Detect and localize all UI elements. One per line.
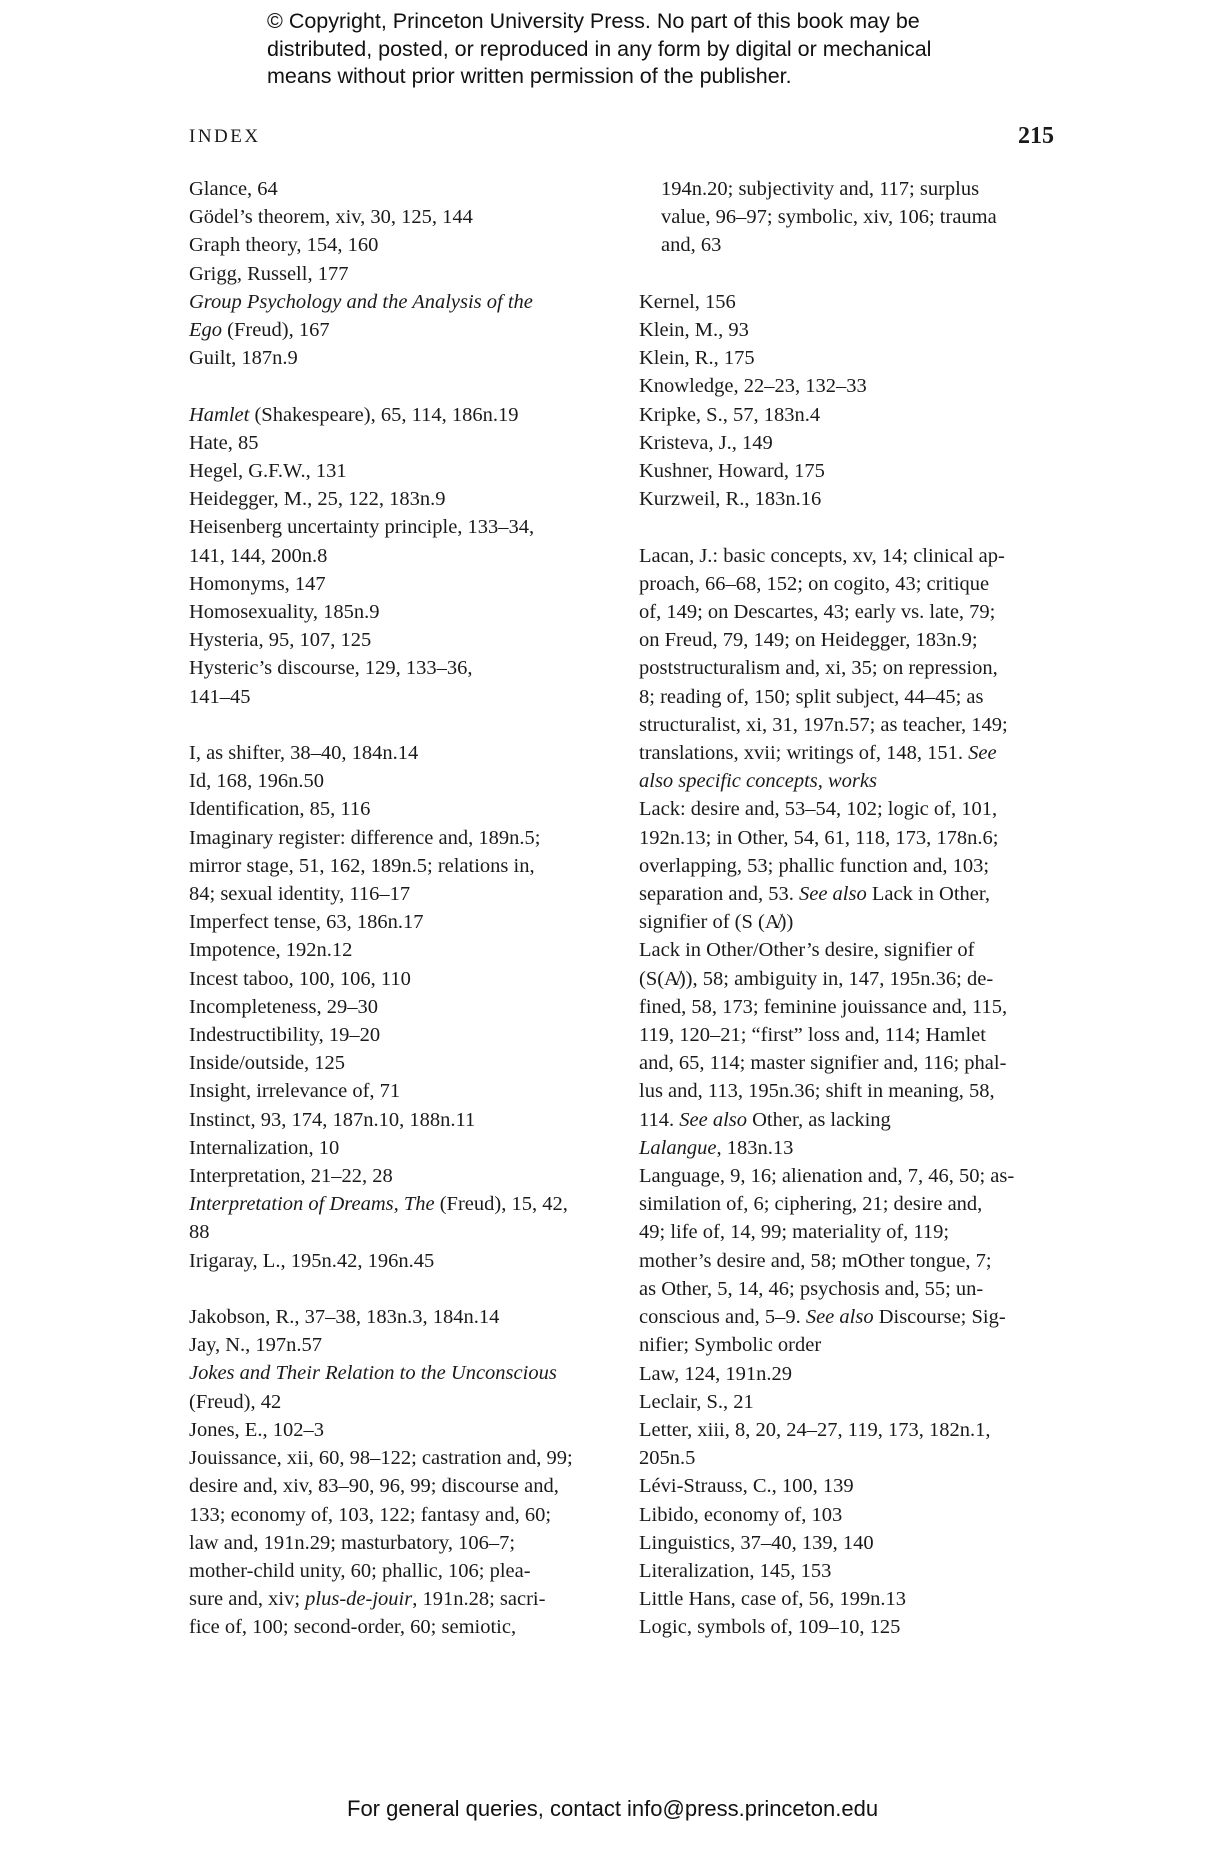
index-entry: [189, 485, 619, 513]
index-entry-line: [639, 401, 1069, 429]
index-entry-line: [639, 1613, 1069, 1641]
index-entry: [639, 457, 1069, 485]
index-entry-line: [639, 429, 1069, 457]
entry-text: Other, as lacking: [747, 1108, 891, 1131]
index-entry: [639, 542, 1069, 796]
index-entry-line: [189, 1416, 619, 1444]
index-entry-line: [639, 1247, 1069, 1275]
index-entry: [639, 1162, 1069, 1359]
index-entry: [639, 795, 1069, 936]
index-entry-line: [639, 344, 1069, 372]
index-entry: [189, 1247, 619, 1275]
entry-text: 192n.13; in Other, 54, 61, 118, 173, 178n.6;: [639, 826, 999, 849]
entry-text: Klein, R., 175: [639, 347, 755, 370]
index-entry: [189, 767, 619, 795]
index-entry-line: [189, 1247, 619, 1275]
entry-text: mother’s desire and, 58; mOther tongue, 7;: [639, 1249, 992, 1272]
entry-text: Kushner, Howard, 175: [639, 460, 825, 483]
index-entry-line: [189, 1049, 619, 1077]
entry-text: 205n.5: [639, 1447, 696, 1470]
index-entry-line: [639, 1360, 1069, 1388]
italic-text: Lalangue: [639, 1136, 717, 1159]
letter-group-gap: [639, 260, 1069, 288]
index-entry-line: [639, 485, 1069, 513]
index-entry: [639, 288, 1069, 316]
index-entry-line: [639, 1275, 1069, 1303]
entry-text: Little Hans, case of, 56, 199n.13: [639, 1588, 907, 1611]
index-entry: [189, 203, 619, 231]
entry-text: nifier; Symbolic order: [639, 1334, 822, 1357]
index-entry-line: [189, 993, 619, 1021]
index-entry-line: [639, 1303, 1069, 1331]
entry-text: Heidegger, M., 25, 122, 183n.9: [189, 488, 446, 511]
index-entry-line: [189, 1303, 619, 1331]
entry-text: Leclair, S., 21: [639, 1390, 754, 1413]
index-entry: [189, 1303, 619, 1331]
entry-text: (Freud), 167: [222, 319, 330, 342]
italic-text: See: [968, 742, 997, 765]
entry-text: value, 96–97; symbolic, xiv, 106; trauma: [661, 206, 997, 229]
index-entry-line: [639, 570, 1069, 598]
entry-text: Logic, symbols of, 109–10, 125: [639, 1616, 901, 1639]
entry-text: fice of, 100; second-order, 60; semiotic,: [189, 1616, 517, 1639]
entry-text: Homonyms, 147: [189, 572, 326, 595]
entry-text: and, 65, 114; master signifier and, 116; phal-: [639, 1052, 1007, 1075]
index-entry-line: [189, 683, 619, 711]
index-entry-line: [189, 1331, 619, 1359]
index-entry-line: [189, 1388, 619, 1416]
entry-text: signifier of (S (A̸)): [639, 911, 794, 934]
entry-text: mother-child unity, 60; phallic, 106; plea-: [189, 1559, 531, 1582]
index-entry-line: [639, 372, 1069, 400]
index-entry-line: [189, 965, 619, 993]
entry-text: I, as shifter, 38–40, 184n.14: [189, 742, 419, 765]
entry-text: similation of, 6; ciphering, 21; desire and,: [639, 1193, 983, 1216]
index-entry: [639, 1360, 1069, 1388]
index-entry-line: [639, 1416, 1069, 1444]
italic-text: See also: [805, 1306, 874, 1329]
index-entry: [189, 795, 619, 823]
index-entry: [639, 1388, 1069, 1416]
entry-text: Identification, 85, 116: [189, 798, 371, 821]
index-entry-line: [639, 1218, 1069, 1246]
entry-text: 141–45: [189, 685, 251, 708]
copyright-notice: [267, 8, 1027, 91]
index-entry-line: [189, 880, 619, 908]
entry-text: Kristeva, J., 149: [639, 431, 773, 454]
entry-text: Id, 168, 196n.50: [189, 770, 324, 793]
entry-text: poststructuralism and, xi, 35; on repression,: [639, 657, 998, 680]
index-entry-line: [639, 1190, 1069, 1218]
index-entry: [189, 570, 619, 598]
entry-text: Hysteric’s discourse, 129, 133–36,: [189, 657, 473, 680]
italic-text: Jokes and Their Relation to the Unconscious: [189, 1362, 557, 1385]
index-entry: [189, 175, 619, 203]
index-entry-line: [189, 654, 619, 682]
entry-text: lus and, 113, 195n.36; shift in meaning, 58,: [639, 1080, 995, 1103]
index-entry-line: [639, 1331, 1069, 1359]
entry-text: Letter, xiii, 8, 20, 24–27, 119, 173, 182n.1,: [639, 1418, 991, 1441]
index-entry: [189, 824, 619, 909]
index-entry: [189, 457, 619, 485]
entry-text: 84; sexual identity, 116–17: [189, 883, 411, 906]
index-entry: [189, 626, 619, 654]
index-entry: [639, 1557, 1069, 1585]
index-entry: [639, 1529, 1069, 1557]
entry-text: overlapping, 53; phallic function and, 103;: [639, 854, 990, 877]
index-entry-line: [661, 175, 1069, 203]
index-entry-line: [189, 852, 619, 880]
index-entry: [189, 513, 619, 569]
index-entry: [189, 1359, 619, 1415]
entry-text: proach, 66–68, 152; on cogito, 43; critique: [639, 572, 990, 595]
index-entry-line: [189, 288, 619, 316]
index-entry: [639, 936, 1069, 1133]
index-entry: [189, 936, 619, 964]
entry-text: 133; economy of, 103, 122; fantasy and, 60;: [189, 1503, 552, 1526]
index-entry-line: [639, 316, 1069, 344]
entry-text: of, 149; on Descartes, 43; early vs. late, 79;: [639, 601, 996, 624]
italic-text: See also: [679, 1108, 747, 1131]
index-entry-line: [661, 231, 1069, 259]
index-entry-line: [189, 1021, 619, 1049]
entry-text: , 191n.28; sacri-: [412, 1588, 546, 1611]
entry-text: Kernel, 156: [639, 290, 736, 313]
index-entry: [189, 1106, 619, 1134]
italic-text: See also: [798, 883, 867, 906]
entry-text: 114.: [639, 1108, 680, 1131]
entry-text: Instinct, 93, 174, 187n.10, 188n.11: [189, 1108, 476, 1131]
index-entry: [639, 1416, 1069, 1472]
entry-text: Libido, economy of, 103: [639, 1503, 843, 1526]
entry-text: Kripke, S., 57, 183n.4: [639, 403, 821, 426]
entry-text: Grigg, Russell, 177: [189, 262, 349, 285]
entry-text: conscious and, 5–9.: [639, 1306, 806, 1329]
entry-text: Lacan, J.: basic concepts, xv, 14; clinical ap-: [639, 544, 1005, 567]
index-entry-line: [639, 1134, 1069, 1162]
index-entry-line: [639, 1501, 1069, 1529]
entry-text: 119, 120–21; “first” loss and, 114; Hamlet: [639, 1024, 986, 1047]
entry-text: Hate, 85: [189, 431, 259, 454]
letter-group-gap: [189, 1275, 619, 1303]
entry-text: translations, xvii; writings of, 148, 151.: [639, 742, 969, 765]
index-entry-line: [189, 231, 619, 259]
entry-text: , 183n.13: [716, 1136, 794, 1159]
entry-text: law and, 191n.29; masturbatory, 106–7;: [189, 1531, 516, 1554]
entry-text: Guilt, 187n.9: [189, 347, 298, 370]
entry-text: Klein, M., 93: [639, 319, 749, 341]
index-entry-line: [189, 1218, 619, 1246]
index-entry: [189, 1077, 619, 1105]
index-entry-line: [639, 824, 1069, 852]
entry-text: Homosexuality, 185n.9: [189, 601, 380, 624]
index-entry: [189, 231, 619, 259]
index-entry-line: [189, 767, 619, 795]
index-entry: [639, 1472, 1069, 1500]
entry-text: fined, 58, 173; feminine jouissance and, 115,: [639, 995, 1008, 1018]
index-entry-line: [661, 203, 1069, 231]
index-entry-line: [189, 1613, 619, 1641]
entry-text: on Freud, 79, 149; on Heidegger, 183n.9;: [639, 629, 978, 652]
entry-text: 8; reading of, 150; split subject, 44–45; as: [639, 685, 984, 708]
entry-text: Heisenberg uncertainty principle, 133–34,: [189, 516, 535, 539]
index-entry: [189, 1444, 619, 1641]
copyright-line: distributed, posted, or reproduced in any form by digital or mechanical: [267, 36, 932, 61]
italic-text: Group Psychology and the Analysis of the: [189, 290, 533, 313]
entry-text: 194n.20; subjectivity and, 117; surplus: [661, 178, 980, 200]
entry-text: 88: [189, 1221, 210, 1244]
entry-text: Inside/outside, 125: [189, 1052, 346, 1075]
index-entry: [189, 1416, 619, 1444]
index-entry-line: [639, 626, 1069, 654]
index-entry-line: [639, 993, 1069, 1021]
letter-group-gap: [189, 711, 619, 739]
italic-text: Hamlet: [189, 403, 250, 426]
entry-text: Insight, irrelevance of, 71: [189, 1080, 401, 1103]
index-entry-line: [189, 175, 619, 203]
index-entry: [189, 344, 619, 372]
index-entry: [189, 1049, 619, 1077]
index-entry-line: [639, 936, 1069, 964]
entry-text: Impotence, 192n.12: [189, 939, 353, 962]
index-column-right: [639, 175, 1069, 1642]
page-number: 215: [1018, 123, 1054, 149]
entry-text: Knowledge, 22–23, 132–33: [639, 375, 867, 398]
entry-text: 49; life of, 14, 99; materiality of, 119;: [639, 1221, 950, 1244]
index-entry-line: [189, 429, 619, 457]
index-entry: [189, 1134, 619, 1162]
entry-text: Discourse; Sig-: [873, 1306, 1006, 1329]
entry-text: Glance, 64: [189, 178, 278, 200]
entry-text: (S(A̸)), 58; ambiguity in, 147, 195n.36; de-: [639, 967, 994, 990]
entry-text: Hysteria, 95, 107, 125: [189, 629, 372, 652]
index-entry-line: [189, 316, 619, 344]
index-entry-line: [189, 1162, 619, 1190]
letter-group-gap: [639, 513, 1069, 541]
index-entry-line: [639, 1021, 1069, 1049]
index-entry-line: [189, 542, 619, 570]
index-entry-line: [189, 598, 619, 626]
index-entry: [639, 1613, 1069, 1641]
index-entry-line: [639, 1529, 1069, 1557]
index-entry-line: [189, 1472, 619, 1500]
entry-text: separation and, 53.: [639, 883, 799, 906]
index-entry-line: [189, 1585, 619, 1613]
index-entry: [189, 908, 619, 936]
index-entry-line: [639, 965, 1069, 993]
index-entry-line: [189, 739, 619, 767]
index-entry-line: [189, 1359, 619, 1387]
copyright-line: means without prior written permission of the publisher.: [267, 64, 792, 88]
index-entry: [189, 260, 619, 288]
italic-text: Ego: [189, 319, 223, 342]
index-entry-line: [189, 1134, 619, 1162]
index-entry-line: [639, 1049, 1069, 1077]
entry-text: (Freud), 42: [189, 1390, 282, 1413]
index-entry-line: [639, 1077, 1069, 1105]
index-entry-line: [189, 513, 619, 541]
index-entry-line: [639, 1388, 1069, 1416]
index-entry: [189, 429, 619, 457]
entry-text: 141, 144, 200n.8: [189, 544, 328, 567]
entry-text: and, 63: [661, 234, 722, 257]
index-entry-line: [639, 288, 1069, 316]
index-entry: [189, 598, 619, 626]
index-entry: [189, 1190, 619, 1246]
index-entry-line: [189, 936, 619, 964]
entry-text: mirror stage, 51, 162, 189n.5; relations in,: [189, 854, 535, 877]
index-entry: [189, 993, 619, 1021]
index-entry: [639, 175, 1069, 260]
index-entry: [189, 965, 619, 993]
index-entry: [639, 1134, 1069, 1162]
entry-text: Jones, E., 102–3: [189, 1418, 324, 1441]
index-entry-line: [189, 908, 619, 936]
index-entry-line: [189, 344, 619, 372]
entry-text: structuralist, xi, 31, 197n.57; as teacher, 149;: [639, 713, 1008, 736]
index-entry: [639, 372, 1069, 400]
index-entry-line: [639, 683, 1069, 711]
index-entry: [639, 1585, 1069, 1613]
entry-text: Graph theory, 154, 160: [189, 234, 379, 257]
index-entry-line: [189, 1557, 619, 1585]
index-entry-line: [639, 1585, 1069, 1613]
entry-text: Lack in Other/Other’s desire, signifier of: [639, 939, 975, 962]
index-entry-line: [189, 485, 619, 513]
entry-text: Indestructibility, 19–20: [189, 1024, 381, 1047]
entry-text: Imaginary register: difference and, 189n.5;: [189, 826, 541, 849]
index-entry: [639, 485, 1069, 513]
index-entry-line: [189, 626, 619, 654]
index-entry: [639, 401, 1069, 429]
index-entry-line: [639, 457, 1069, 485]
entry-text: Internalization, 10: [189, 1136, 340, 1159]
index-entry-line: [639, 767, 1069, 795]
entry-text: Jay, N., 197n.57: [189, 1334, 323, 1357]
index-entry-line: [189, 260, 619, 288]
copyright-line: © Copyright, Princeton University Press. No part of this book may be: [267, 9, 920, 33]
index-entry: [189, 1021, 619, 1049]
entry-text: Irigaray, L., 195n.42, 196n.45: [189, 1249, 435, 1272]
index-entry-line: [189, 1190, 619, 1218]
index-entry-line: [639, 1162, 1069, 1190]
index-entry-line: [639, 542, 1069, 570]
italic-text: Interpretation of Dreams, The: [189, 1193, 435, 1216]
italic-text: also specific concepts, works: [639, 770, 877, 793]
entry-text: Kurzweil, R., 183n.16: [639, 488, 822, 511]
entry-text: as Other, 5, 14, 46; psychosis and, 55; un-: [639, 1277, 984, 1300]
index-entry-line: [639, 711, 1069, 739]
entry-text: (Shakespeare), 65, 114, 186n.19: [249, 403, 519, 426]
entry-text: Law, 124, 191n.29: [639, 1362, 792, 1385]
footer-contact: For general queries, contact info@press.princeton.edu: [347, 1796, 879, 1821]
index-entry: [639, 344, 1069, 372]
index-entry-line: [639, 1444, 1069, 1472]
index-entry: [189, 654, 619, 710]
index-entry-line: [639, 598, 1069, 626]
entry-text: Hegel, G.F.W., 131: [189, 460, 347, 483]
index-entry: [189, 739, 619, 767]
running-head: INDEX: [189, 126, 261, 147]
index-entry: [189, 1331, 619, 1359]
entry-text: desire and, xiv, 83–90, 96, 99; discourse and,: [189, 1475, 559, 1498]
entry-text: Language, 9, 16; alienation and, 7, 46, 50; as-: [639, 1165, 1015, 1188]
index-entry: [639, 1501, 1069, 1529]
index-entry: [189, 288, 619, 344]
italic-text: plus-de-jouir: [305, 1588, 413, 1611]
index-entry-line: [639, 654, 1069, 682]
entry-text: Linguistics, 37–40, 139, 140: [639, 1531, 874, 1554]
index-entry: [189, 401, 619, 429]
index-entry-line: [639, 739, 1069, 767]
entry-text: Jouissance, xii, 60, 98–122; castration and, 99;: [189, 1447, 573, 1470]
index-entry-line: [639, 1557, 1069, 1585]
entry-text: Lack: desire and, 53–54, 102; logic of, 101,: [639, 798, 998, 821]
entry-text: Imperfect tense, 63, 186n.17: [189, 911, 424, 934]
index-entry-line: [189, 457, 619, 485]
index-entry-line: [189, 1077, 619, 1105]
entry-text: (Freud), 15, 42,: [434, 1193, 568, 1216]
index-entry-line: [189, 1444, 619, 1472]
entry-text: Gödel’s theorem, xiv, 30, 125, 144: [189, 206, 473, 229]
index-entry-line: [189, 203, 619, 231]
index-entry-line: [639, 852, 1069, 880]
index-entry-line: [639, 795, 1069, 823]
index-entry-line: [639, 1472, 1069, 1500]
entry-text: Lévi-Strauss, C., 100, 139: [639, 1475, 854, 1498]
index-entry-line: [189, 1106, 619, 1134]
index-entry-line: [189, 795, 619, 823]
entry-text: sure and, xiv;: [189, 1588, 306, 1611]
index-entry-line: [639, 1106, 1069, 1134]
index-entry-line: [639, 880, 1069, 908]
entry-text: Incest taboo, 100, 106, 110: [189, 967, 411, 990]
index-entry: [639, 429, 1069, 457]
index-column-left: [189, 175, 619, 1642]
entry-text: Literalization, 145, 153: [639, 1559, 832, 1582]
index-entry-line: [189, 824, 619, 852]
index-entry-line: [189, 401, 619, 429]
entry-text: Jakobson, R., 37–38, 183n.3, 184n.14: [189, 1306, 500, 1329]
index-entry-line: [189, 1529, 619, 1557]
index-entry-line: [639, 908, 1069, 936]
letter-group-gap: [189, 372, 619, 400]
index-entry-line: [189, 1501, 619, 1529]
index-entry-line: [189, 570, 619, 598]
index-entry: [639, 316, 1069, 344]
index-entry: [189, 1162, 619, 1190]
entry-text: Lack in Other,: [866, 883, 990, 906]
entry-text: Incompleteness, 29–30: [189, 995, 379, 1018]
entry-text: Interpretation, 21–22, 28: [189, 1165, 393, 1188]
